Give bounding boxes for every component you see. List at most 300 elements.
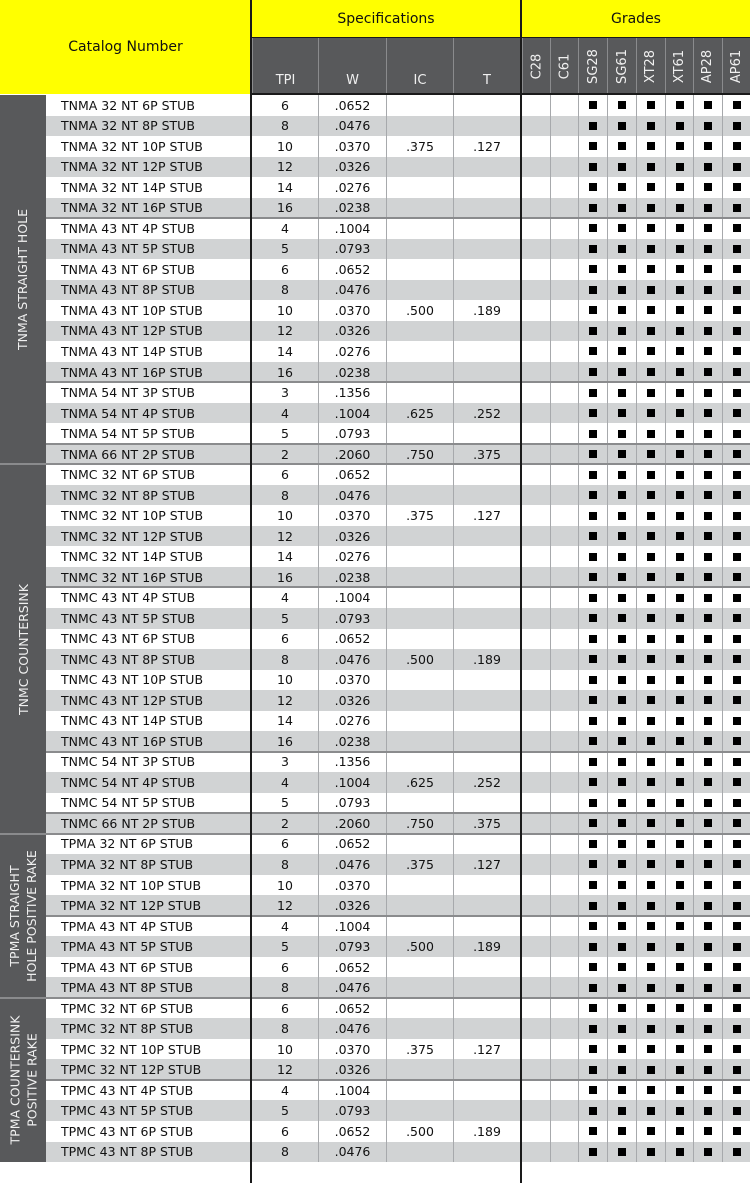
grade-cell-ap28 bbox=[693, 998, 722, 1019]
table-row bbox=[0, 546, 750, 567]
grade-cell-xt61 bbox=[665, 629, 693, 650]
table-row bbox=[0, 998, 750, 1019]
availability-square-icon bbox=[733, 512, 741, 520]
grade-cell-c61 bbox=[550, 546, 578, 567]
grade-cell-xt28 bbox=[636, 1121, 665, 1142]
availability-square-icon bbox=[618, 840, 626, 848]
grade-cell-c28 bbox=[522, 875, 550, 896]
grade-cell-ap61 bbox=[722, 998, 750, 1019]
grade-cell-c28 bbox=[522, 1039, 550, 1060]
w-cell: .1004 bbox=[318, 403, 386, 424]
availability-square-icon bbox=[618, 204, 626, 212]
grade-cell-xt61 bbox=[665, 711, 693, 732]
grade-cell-c61 bbox=[550, 772, 578, 793]
grade-cell-c61 bbox=[550, 977, 578, 998]
grade-cell-c28 bbox=[522, 772, 550, 793]
availability-square-icon bbox=[704, 347, 712, 355]
grade-cell-c28 bbox=[522, 649, 550, 670]
column-header-xt61 bbox=[665, 38, 693, 94]
availability-square-icon bbox=[733, 614, 741, 622]
column-header-xt28 bbox=[636, 38, 665, 94]
grade-cell-ap61 bbox=[722, 793, 750, 814]
availability-square-icon bbox=[618, 265, 626, 273]
t-cell bbox=[453, 1142, 520, 1163]
availability-square-icon bbox=[704, 430, 712, 438]
catalog-number-cell: TPMC 32 NT 12P STUB bbox=[61, 1062, 202, 1078]
catalog-number-cell: TPMC 32 NT 8P STUB bbox=[61, 1021, 194, 1037]
tpi-cell: 5 bbox=[281, 939, 289, 955]
availability-square-icon bbox=[733, 635, 741, 643]
grade-cell-ap61 bbox=[722, 875, 750, 896]
grade-cell-xt28 bbox=[636, 505, 665, 526]
ic-cell: .500 bbox=[386, 1121, 453, 1142]
availability-square-icon bbox=[676, 1025, 684, 1033]
t-cell bbox=[453, 423, 520, 444]
grade-cell-c28 bbox=[522, 1059, 550, 1080]
grade-cell-xt28 bbox=[636, 1142, 665, 1163]
grade-cell-xt28 bbox=[636, 280, 665, 301]
availability-square-icon bbox=[618, 532, 626, 540]
availability-square-icon bbox=[589, 430, 597, 438]
t-cell bbox=[453, 916, 520, 937]
availability-square-icon bbox=[647, 471, 655, 479]
grade-cell-sg28 bbox=[578, 1059, 607, 1080]
grade-cell-ap28 bbox=[693, 300, 722, 321]
catalog-number-cell: TNMC 43 NT 10P STUB bbox=[61, 672, 204, 688]
grade-cell-xt28 bbox=[636, 444, 665, 465]
grade-cell-xt61 bbox=[665, 998, 693, 1019]
grade-cell-ap28 bbox=[693, 382, 722, 403]
column-header-sg28 bbox=[578, 38, 607, 94]
tpi-cell: 10 bbox=[277, 877, 293, 893]
grade-cell-xt61 bbox=[665, 977, 693, 998]
availability-square-icon bbox=[647, 101, 655, 109]
catalog-number-cell: TNMA 54 NT 3P STUB bbox=[61, 385, 195, 401]
availability-square-icon bbox=[647, 1004, 655, 1012]
availability-square-icon bbox=[647, 922, 655, 930]
table-row bbox=[0, 444, 750, 465]
ic-cell bbox=[386, 567, 453, 588]
grade-cell-c28 bbox=[522, 423, 550, 444]
grade-cell-ap61 bbox=[722, 341, 750, 362]
column-header-ic-label: IC bbox=[413, 73, 427, 88]
grade-cell-sg61 bbox=[607, 116, 636, 137]
t-cell bbox=[453, 670, 520, 691]
w-cell: .0476 bbox=[318, 485, 386, 506]
grade-cell-c28 bbox=[522, 731, 550, 752]
availability-square-icon bbox=[647, 840, 655, 848]
grade-cell-xt61 bbox=[665, 382, 693, 403]
grade-cell-xt28 bbox=[636, 834, 665, 855]
grade-cell-sg28 bbox=[578, 752, 607, 773]
grade-cell-c61 bbox=[550, 95, 578, 116]
grade-cell-ap61 bbox=[722, 382, 750, 403]
table-row bbox=[0, 485, 750, 506]
grade-cell-c61 bbox=[550, 382, 578, 403]
availability-square-icon bbox=[704, 1004, 712, 1012]
grade-cell-ap28 bbox=[693, 157, 722, 178]
availability-square-icon bbox=[647, 1148, 655, 1156]
availability-square-icon bbox=[589, 204, 597, 212]
grade-cell-c28 bbox=[522, 546, 550, 567]
table-row bbox=[0, 464, 750, 485]
tpi-cell: 6 bbox=[281, 1123, 289, 1139]
grade-cell-ap61 bbox=[722, 1142, 750, 1163]
grade-cell-sg28 bbox=[578, 936, 607, 957]
grade-cell-sg28 bbox=[578, 382, 607, 403]
availability-square-icon bbox=[589, 573, 597, 581]
grade-cell-sg28 bbox=[578, 854, 607, 875]
grade-cell-ap28 bbox=[693, 649, 722, 670]
grade-cell-sg61 bbox=[607, 690, 636, 711]
availability-square-icon bbox=[647, 532, 655, 540]
grade-cell-ap61 bbox=[722, 670, 750, 691]
availability-square-icon bbox=[676, 224, 684, 232]
tpi-cell: 6 bbox=[281, 631, 289, 647]
availability-square-icon bbox=[733, 1025, 741, 1033]
grade-cell-xt61 bbox=[665, 505, 693, 526]
column-header-ap61 bbox=[722, 38, 750, 94]
availability-square-icon bbox=[733, 902, 741, 910]
grade-cell-ap61 bbox=[722, 608, 750, 629]
grade-cell-ap61 bbox=[722, 752, 750, 773]
grade-cell-ap61 bbox=[722, 1059, 750, 1080]
grade-cell-sg61 bbox=[607, 752, 636, 773]
grade-cell-xt61 bbox=[665, 280, 693, 301]
grade-cell-ap28 bbox=[693, 177, 722, 198]
availability-square-icon bbox=[618, 1025, 626, 1033]
availability-square-icon bbox=[676, 1066, 684, 1074]
availability-square-icon bbox=[733, 758, 741, 766]
tpi-cell: 8 bbox=[281, 856, 289, 872]
availability-square-icon bbox=[647, 943, 655, 951]
table-row bbox=[0, 690, 750, 711]
grade-cell-c28 bbox=[522, 321, 550, 342]
table-row bbox=[0, 629, 750, 650]
availability-square-icon bbox=[647, 245, 655, 253]
grade-cell-xt28 bbox=[636, 403, 665, 424]
w-cell: .0476 bbox=[318, 854, 386, 875]
availability-square-icon bbox=[618, 1004, 626, 1012]
grade-cell-c61 bbox=[550, 793, 578, 814]
catalog-number-cell: TNMC 32 NT 16P STUB bbox=[61, 569, 204, 585]
grade-cell-sg61 bbox=[607, 198, 636, 219]
availability-square-icon bbox=[676, 347, 684, 355]
w-cell: .0652 bbox=[318, 259, 386, 280]
grade-cell-ap28 bbox=[693, 567, 722, 588]
catalog-number-cell: TNMC 43 NT 14P STUB bbox=[61, 713, 204, 729]
t-cell bbox=[453, 280, 520, 301]
grade-cell-ap28 bbox=[693, 629, 722, 650]
tpi-cell: 12 bbox=[277, 1062, 293, 1078]
w-cell: .0652 bbox=[318, 957, 386, 978]
ic-cell bbox=[386, 218, 453, 239]
catalog-number-cell: TNMC 43 NT 16P STUB bbox=[61, 733, 204, 749]
tpi-cell: 6 bbox=[281, 97, 289, 113]
availability-square-icon bbox=[704, 368, 712, 376]
ic-cell bbox=[386, 1142, 453, 1163]
table-row bbox=[0, 1080, 750, 1101]
table-row bbox=[0, 300, 750, 321]
grade-cell-sg61 bbox=[607, 1059, 636, 1080]
availability-square-icon bbox=[733, 963, 741, 971]
grade-cell-c61 bbox=[550, 834, 578, 855]
t-cell bbox=[453, 957, 520, 978]
table-row bbox=[0, 834, 750, 855]
availability-square-icon bbox=[647, 1127, 655, 1135]
grade-cell-c61 bbox=[550, 916, 578, 937]
grade-cell-c61 bbox=[550, 629, 578, 650]
t-cell bbox=[453, 690, 520, 711]
section-label-line: TPMA COUNTERSINK bbox=[7, 1015, 22, 1145]
grade-cell-ap28 bbox=[693, 731, 722, 752]
grade-cell-ap28 bbox=[693, 608, 722, 629]
availability-square-icon bbox=[733, 430, 741, 438]
grade-cell-xt28 bbox=[636, 1018, 665, 1039]
table-row bbox=[0, 505, 750, 526]
tpi-cell: 16 bbox=[277, 364, 293, 380]
grade-cell-sg61 bbox=[607, 423, 636, 444]
grade-cell-c28 bbox=[522, 670, 550, 691]
t-cell bbox=[453, 218, 520, 239]
w-cell: .0476 bbox=[318, 280, 386, 301]
grade-cell-ap61 bbox=[722, 1100, 750, 1121]
t-cell bbox=[453, 95, 520, 116]
grade-cell-sg28 bbox=[578, 1080, 607, 1101]
column-header-sg28-label: SG28 bbox=[585, 48, 601, 84]
availability-square-icon bbox=[733, 840, 741, 848]
availability-square-icon bbox=[618, 306, 626, 314]
grade-cell-ap61 bbox=[722, 895, 750, 916]
catalog-number-cell: TPMA 32 NT 12P STUB bbox=[61, 898, 202, 914]
grade-cell-ap61 bbox=[722, 239, 750, 260]
w-cell: .0652 bbox=[318, 629, 386, 650]
grade-cell-ap28 bbox=[693, 280, 722, 301]
availability-square-icon bbox=[618, 696, 626, 704]
catalog-number-cell: TNMA 32 NT 14P STUB bbox=[61, 179, 203, 195]
section-label-line: TPMA STRAIGHT bbox=[7, 865, 23, 967]
grade-cell-sg28 bbox=[578, 198, 607, 219]
ic-cell bbox=[386, 341, 453, 362]
grade-cell-ap61 bbox=[722, 1080, 750, 1101]
grade-cell-c61 bbox=[550, 875, 578, 896]
grade-cell-c28 bbox=[522, 1080, 550, 1101]
ic-cell bbox=[386, 587, 453, 608]
table-row bbox=[0, 731, 750, 752]
availability-square-icon bbox=[589, 450, 597, 458]
availability-square-icon bbox=[733, 265, 741, 273]
ic-cell: .375 bbox=[386, 505, 453, 526]
ic-cell bbox=[386, 157, 453, 178]
group-separator bbox=[46, 812, 750, 814]
grade-cell-ap61 bbox=[722, 403, 750, 424]
t-cell: .189 bbox=[453, 649, 520, 670]
availability-square-icon bbox=[676, 696, 684, 704]
grade-cell-c61 bbox=[550, 649, 578, 670]
grade-cell-xt28 bbox=[636, 752, 665, 773]
grade-cell-xt61 bbox=[665, 1059, 693, 1080]
availability-square-icon bbox=[647, 327, 655, 335]
availability-square-icon bbox=[618, 655, 626, 663]
column-header-sg61 bbox=[607, 38, 636, 94]
t-cell bbox=[453, 895, 520, 916]
grade-cell-c61 bbox=[550, 895, 578, 916]
availability-square-icon bbox=[618, 183, 626, 191]
grade-cell-xt28 bbox=[636, 731, 665, 752]
grade-cell-sg28 bbox=[578, 587, 607, 608]
grade-cell-xt61 bbox=[665, 567, 693, 588]
tpi-cell: 14 bbox=[277, 713, 293, 729]
grade-cell-xt28 bbox=[636, 690, 665, 711]
grade-cell-xt61 bbox=[665, 403, 693, 424]
availability-square-icon bbox=[589, 655, 597, 663]
grade-cell-xt61 bbox=[665, 198, 693, 219]
availability-square-icon bbox=[704, 819, 712, 827]
grade-cell-c28 bbox=[522, 157, 550, 178]
availability-square-icon bbox=[618, 860, 626, 868]
tpi-cell: 12 bbox=[277, 323, 293, 339]
availability-square-icon bbox=[733, 347, 741, 355]
t-cell: .189 bbox=[453, 300, 520, 321]
grade-cell-sg28 bbox=[578, 916, 607, 937]
availability-square-icon bbox=[704, 902, 712, 910]
w-cell: .0326 bbox=[318, 157, 386, 178]
tpi-cell: 8 bbox=[281, 282, 289, 298]
availability-square-icon bbox=[704, 1148, 712, 1156]
grade-cell-ap28 bbox=[693, 485, 722, 506]
grade-cell-ap61 bbox=[722, 1039, 750, 1060]
grade-cell-sg28 bbox=[578, 1121, 607, 1142]
availability-square-icon bbox=[589, 265, 597, 273]
tpi-cell: 5 bbox=[281, 426, 289, 442]
ic-cell bbox=[386, 998, 453, 1019]
availability-square-icon bbox=[676, 1127, 684, 1135]
grade-cell-c61 bbox=[550, 280, 578, 301]
availability-square-icon bbox=[618, 1086, 626, 1094]
grade-cell-xt28 bbox=[636, 321, 665, 342]
table-row bbox=[0, 1142, 750, 1163]
availability-square-icon bbox=[618, 327, 626, 335]
grade-cell-c61 bbox=[550, 711, 578, 732]
w-cell: .0326 bbox=[318, 321, 386, 342]
grade-cell-sg61 bbox=[607, 341, 636, 362]
availability-square-icon bbox=[589, 1107, 597, 1115]
availability-square-icon bbox=[733, 573, 741, 581]
grade-cell-c28 bbox=[522, 1121, 550, 1142]
availability-square-icon bbox=[618, 245, 626, 253]
availability-square-icon bbox=[676, 327, 684, 335]
grade-cell-ap28 bbox=[693, 218, 722, 239]
column-header-c61 bbox=[550, 38, 578, 94]
grade-cell-c28 bbox=[522, 834, 550, 855]
catalog-number-cell: TNMA 43 NT 10P STUB bbox=[61, 302, 203, 318]
availability-square-icon bbox=[704, 286, 712, 294]
catalog-number-cell: TNMC 54 NT 4P STUB bbox=[61, 774, 196, 790]
availability-square-icon bbox=[647, 881, 655, 889]
availability-square-icon bbox=[676, 450, 684, 458]
ic-cell bbox=[386, 1100, 453, 1121]
grade-cell-c61 bbox=[550, 1039, 578, 1060]
catalog-number-cell: TPMC 32 NT 10P STUB bbox=[61, 1041, 202, 1057]
table-row bbox=[0, 526, 750, 547]
grade-cell-c61 bbox=[550, 526, 578, 547]
availability-square-icon bbox=[733, 163, 741, 171]
grade-cell-sg61 bbox=[607, 731, 636, 752]
t-cell bbox=[453, 116, 520, 137]
grade-cell-ap61 bbox=[722, 157, 750, 178]
availability-square-icon bbox=[618, 142, 626, 150]
grade-cell-ap61 bbox=[722, 977, 750, 998]
ic-cell bbox=[386, 916, 453, 937]
w-cell: .0370 bbox=[318, 136, 386, 157]
availability-square-icon bbox=[676, 902, 684, 910]
grade-cell-xt61 bbox=[665, 670, 693, 691]
tpi-cell: 6 bbox=[281, 1000, 289, 1016]
column-header-c28-label: C28 bbox=[529, 53, 544, 79]
grade-cell-xt28 bbox=[636, 1059, 665, 1080]
grade-cell-sg61 bbox=[607, 218, 636, 239]
table-row bbox=[0, 1018, 750, 1039]
ic-cell bbox=[386, 752, 453, 773]
w-cell: .0326 bbox=[318, 526, 386, 547]
table-row bbox=[0, 239, 750, 260]
availability-square-icon bbox=[704, 101, 712, 109]
grade-cell-ap61 bbox=[722, 259, 750, 280]
availability-square-icon bbox=[589, 922, 597, 930]
grade-cell-ap28 bbox=[693, 1059, 722, 1080]
availability-square-icon bbox=[618, 1066, 626, 1074]
grade-cell-ap61 bbox=[722, 813, 750, 834]
tpi-cell: 5 bbox=[281, 1103, 289, 1119]
availability-square-icon bbox=[589, 306, 597, 314]
availability-square-icon bbox=[589, 1004, 597, 1012]
availability-square-icon bbox=[676, 860, 684, 868]
section-label-line: TNMC COUNTERSINK bbox=[15, 583, 31, 715]
availability-square-icon bbox=[676, 430, 684, 438]
availability-square-icon bbox=[647, 758, 655, 766]
availability-square-icon bbox=[676, 758, 684, 766]
grade-cell-xt61 bbox=[665, 854, 693, 875]
grade-cell-c61 bbox=[550, 423, 578, 444]
grade-cell-sg61 bbox=[607, 300, 636, 321]
ic-cell bbox=[386, 526, 453, 547]
grade-cell-c28 bbox=[522, 136, 550, 157]
grade-cell-sg28 bbox=[578, 1018, 607, 1039]
availability-square-icon bbox=[676, 984, 684, 992]
grade-cell-c28 bbox=[522, 1142, 550, 1163]
grade-cell-sg28 bbox=[578, 895, 607, 916]
grade-cell-sg61 bbox=[607, 1018, 636, 1039]
availability-square-icon bbox=[704, 717, 712, 725]
availability-square-icon bbox=[733, 368, 741, 376]
availability-square-icon bbox=[618, 881, 626, 889]
availability-square-icon bbox=[676, 1045, 684, 1053]
grade-cell-ap28 bbox=[693, 752, 722, 773]
grade-cell-xt61 bbox=[665, 731, 693, 752]
availability-square-icon bbox=[733, 943, 741, 951]
grade-cell-sg28 bbox=[578, 321, 607, 342]
grade-cell-c28 bbox=[522, 711, 550, 732]
catalog-number-cell: TPMC 43 NT 4P STUB bbox=[61, 1082, 194, 1098]
availability-square-icon bbox=[676, 245, 684, 253]
ic-cell: .625 bbox=[386, 772, 453, 793]
grade-cell-c61 bbox=[550, 1080, 578, 1101]
table-row bbox=[0, 608, 750, 629]
availability-square-icon bbox=[676, 1086, 684, 1094]
availability-square-icon bbox=[589, 101, 597, 109]
tpi-cell: 16 bbox=[277, 733, 293, 749]
availability-square-icon bbox=[618, 450, 626, 458]
